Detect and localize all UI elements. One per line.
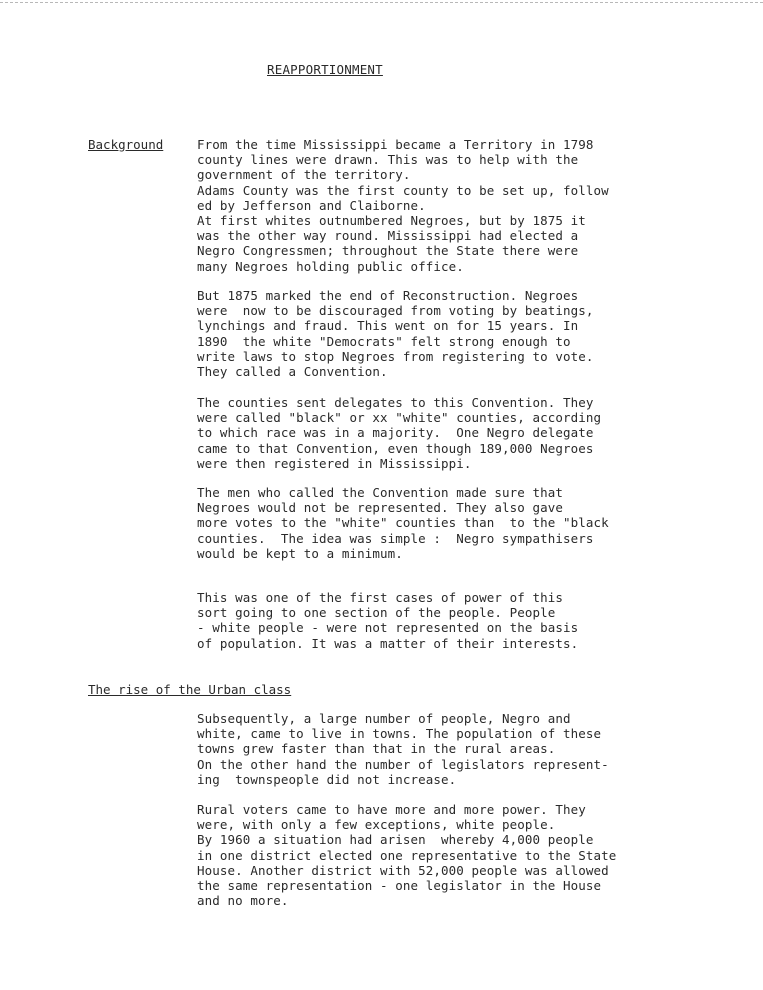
text-line: to which race was in a majority. One Negro delegate	[197, 425, 594, 441]
text-line: By 1960 a situation had arisen whereby 4,000 people	[197, 832, 594, 848]
text-line: counties. The idea was simple : Negro sympathisers	[197, 530, 594, 546]
background-paragraph-5	[197, 590, 737, 651]
text-line: were then registered in Mississippi.	[197, 455, 472, 471]
text-line: They called a Convention.	[197, 364, 388, 380]
top-edge-rule	[0, 2, 763, 3]
text-line: But 1875 marked the end of Reconstruction. Negroes	[197, 288, 579, 303]
text-line: write laws to stop Negroes from registering to vote.	[197, 348, 594, 364]
text-line: white, came to live in towns. The population of these	[197, 726, 602, 742]
text-line: House. Another district with 52,000 people was allowed	[197, 862, 609, 878]
heading-urban-class: The rise of the Urban class	[88, 682, 292, 697]
urban-paragraph-2	[197, 802, 737, 908]
text-line: of population. It was a matter of their interests.	[197, 635, 579, 651]
background-paragraph-1	[197, 137, 737, 274]
text-line: - white people - were not represented on the basis	[197, 620, 579, 636]
text-line: was the other way round. Mississippi had elected a	[197, 228, 579, 244]
text-line: 1890 the white "Democrats" felt strong enough to	[197, 333, 571, 349]
text-line: The counties sent delegates to this Convention. They	[197, 395, 594, 410]
text-line: This was one of the first cases of power of this	[197, 590, 564, 605]
text-line: Rural voters came to have more and more power. They	[197, 802, 586, 817]
text-line: At first whites outnumbered Negroes, but by 1875 it	[197, 213, 586, 229]
text-line: Adams County was the first county to be set up, follow	[197, 182, 609, 198]
text-line: The men who called the Convention made sure that	[197, 485, 564, 500]
background-paragraph-4	[197, 485, 737, 561]
text-line: sort going to one section of the people. People	[197, 605, 556, 621]
text-line: towns grew faster than that in the rural areas.	[197, 741, 556, 757]
text-line: would be kept to a minimum.	[197, 545, 403, 561]
text-line: lynchings and fraud. This went on for 15 years. In	[197, 318, 579, 334]
text-line: On the other hand the number of legislators represent-	[197, 756, 609, 772]
text-line: county lines were drawn. This was to help with the	[197, 152, 579, 168]
text-line: and no more.	[197, 893, 289, 909]
text-line: were now to be discouraged from voting by beatings,	[197, 303, 594, 319]
page-title: REAPPORTIONMENT	[267, 62, 383, 77]
urban-paragraph-1	[197, 711, 737, 787]
text-line: government of the territory.	[197, 167, 411, 183]
background-paragraph-3	[197, 395, 737, 471]
text-line: many Negroes holding public office.	[197, 258, 464, 274]
text-line: the same representation - one legislator in the House	[197, 878, 602, 894]
text-line: were called "black" or xx "white" counties, according	[197, 410, 602, 426]
text-line: Subsequently, a large number of people, Negro and	[197, 711, 571, 726]
heading-background: Background	[88, 137, 164, 152]
text-line: more votes to the "white" counties than to the "black	[197, 515, 609, 531]
text-line: ed by Jefferson and Claiborne.	[197, 197, 426, 213]
text-line: were, with only a few exceptions, white people.	[197, 817, 556, 833]
background-paragraph-2	[197, 288, 737, 379]
text-line: Negro Congressmen; throughout the State there were	[197, 243, 579, 259]
text-line: came to that Convention, even though 189,000 Negroes	[197, 440, 594, 456]
text-line: ing townspeople did not increase.	[197, 771, 457, 787]
text-line: in one district elected one representative to the State	[197, 847, 617, 863]
text-line: From the time Mississippi became a Territory in 1798	[197, 137, 594, 152]
text-line: Negroes would not be represented. They also gave	[197, 500, 564, 516]
